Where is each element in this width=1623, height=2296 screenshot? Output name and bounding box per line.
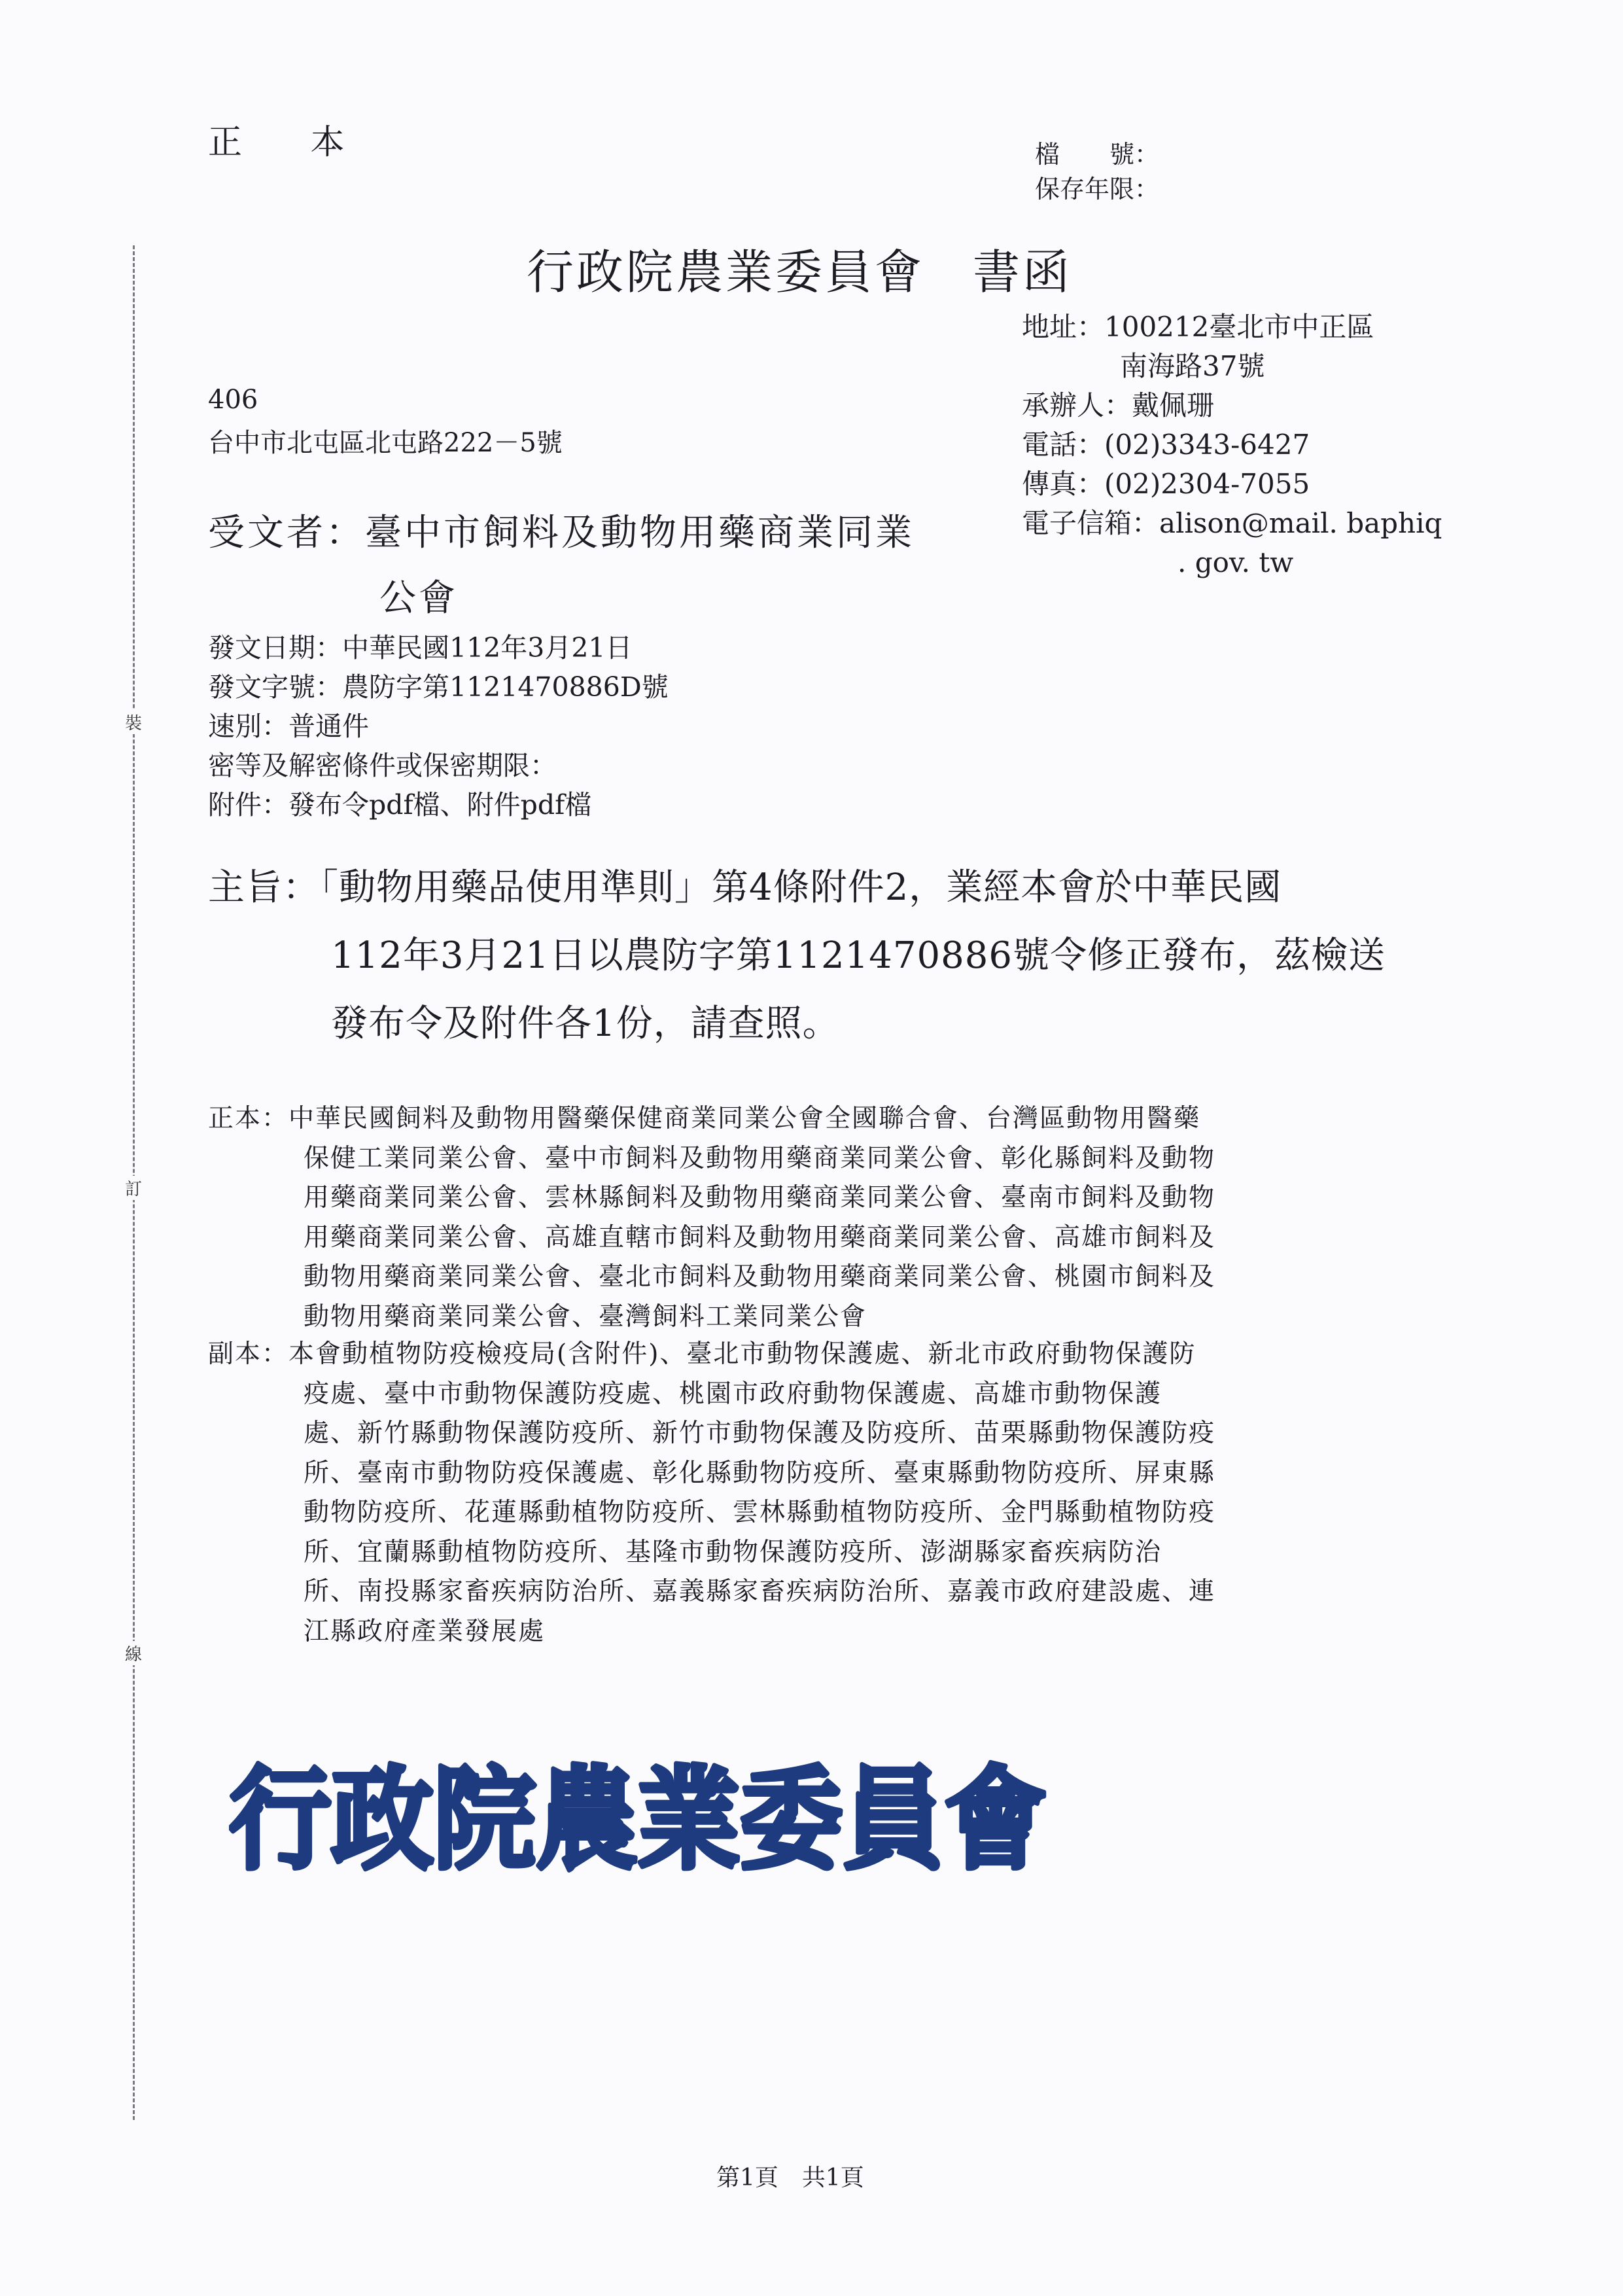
contact-email: 電子信箱：alison@mail. baphiq — [1022, 507, 1442, 539]
agency-seal-stamp — [229, 1754, 1066, 1884]
recipient-line1: 受文者：臺中市飼料及動物用藥商業同業 — [208, 512, 915, 554]
svg-text:行政院農業委員會: 行政院農業委員會 — [229, 1756, 1047, 1884]
document-meta — [208, 628, 669, 824]
original-recipients — [208, 1099, 1215, 1337]
copy-type-label: 正 本 — [208, 123, 374, 162]
contact-fax: 傳真：(02)2304-7055 — [1022, 468, 1310, 500]
original-line1: 正本：中華民國飼料及動物用醫藥保健商業同業公會全國聯合會、台灣區動物用醫藥 — [208, 1104, 1201, 1133]
binding-mark-xian: 線 — [122, 1641, 145, 1665]
copy-line4: 所、臺南市動物防疫保護處、彰化縣動物防疫所、臺東縣動物防疫所、屏東縣 — [304, 1458, 1216, 1488]
attachments: 附件：發布令pdf檔、附件pdf檔 — [208, 789, 592, 821]
secrecy-level: 密等及解密條件或保密期限： — [208, 750, 557, 781]
copy-line8: 江縣政府產業發展處 — [304, 1616, 546, 1646]
contact-address: 地址：100212臺北市中正區 — [1022, 311, 1374, 343]
contact-address-cont: 南海路37號 — [1120, 350, 1265, 382]
copy-line2: 疫處、臺中市動物保護防疫處、桃園市政府動物保護處、高雄市動物保護 — [304, 1379, 1162, 1409]
contact-block — [1022, 308, 1442, 582]
binding-mark-ding: 訂 — [122, 1176, 145, 1200]
subject-line1: 主旨：「動物用藥品使用準則」第4條附件2，業經本會於中華民國 — [208, 866, 1282, 909]
subject-line2: 112年3月21日以農防字第1121470886號令修正發布，茲檢送 — [331, 934, 1386, 977]
original-line6: 動物用藥商業同業公會、臺灣飼料工業同業公會 — [304, 1301, 867, 1332]
delivery-speed: 速別：普通件 — [208, 711, 369, 742]
document-number: 發文字號：農防字第1121470886D號 — [208, 671, 669, 703]
retention-period-label: 保存年限： — [1035, 175, 1160, 203]
sender-address: 台中市北屯區北屯路222－5號 — [208, 428, 563, 458]
contact-email-cont: . gov. tw — [1178, 546, 1294, 578]
copy-line7: 所、南投縣家畜疾病防治所、嘉義縣家畜疾病防治所、嘉義市政府建設處、連 — [304, 1577, 1216, 1606]
agency-name: 行政院農業委員會 — [527, 245, 925, 300]
original-line2: 保健工業同業公會、臺中市飼料及動物用藥商業同業公會、彰化縣飼料及動物 — [304, 1143, 1216, 1173]
recipient-line2: 公會 — [379, 577, 458, 620]
copy-line1: 副本：本會動植物防疫檢疫局(含附件)、臺北市動物保護處、新北市政府動物保護防 — [208, 1339, 1196, 1369]
subject-block — [208, 854, 1386, 1058]
contact-handler: 承辦人：戴佩珊 — [1022, 389, 1215, 421]
document-type: 書函 — [973, 245, 1073, 300]
recipient-block — [208, 501, 915, 631]
original-line4: 用藥商業同業公會、高雄直轄市飼料及動物用藥商業同業公會、高雄市飼料及 — [304, 1222, 1216, 1252]
original-line5: 動物用藥商業同業公會、臺北市飼料及動物用藥商業同業公會、桃園市飼料及 — [304, 1262, 1216, 1292]
contact-phone: 電話：(02)3343-6427 — [1022, 429, 1310, 461]
subject-line3: 發布令及附件各1份，請查照。 — [331, 1002, 840, 1045]
file-number-label: 檔 號： — [1035, 140, 1160, 169]
copy-line3: 處、新竹縣動物保護防疫所、新竹市動物保護及防疫所、苗栗縣動物保護防疫 — [304, 1419, 1216, 1448]
copy-recipients — [208, 1335, 1215, 1651]
copy-line5: 動物防疫所、花蓮縣動植物防疫所、雲林縣動植物防疫所、金門縣動植物防疫 — [304, 1498, 1216, 1527]
sender-postcode: 406 — [208, 385, 258, 415]
original-line3: 用藥商業同業公會、雲林縣飼料及動物用藥商業同業公會、臺南市飼料及動物 — [304, 1183, 1216, 1212]
page-number: 第1頁 共1頁 — [716, 2164, 864, 2191]
binding-mark-zhuang: 裝 — [122, 710, 145, 734]
issue-date: 發文日期：中華民國112年3月21日 — [208, 632, 633, 663]
document-title — [527, 234, 1072, 302]
copy-line6: 所、宜蘭縣動植物防疫所、基隆市動物保護防疫所、澎湖縣家畜疾病防治 — [304, 1537, 1162, 1567]
